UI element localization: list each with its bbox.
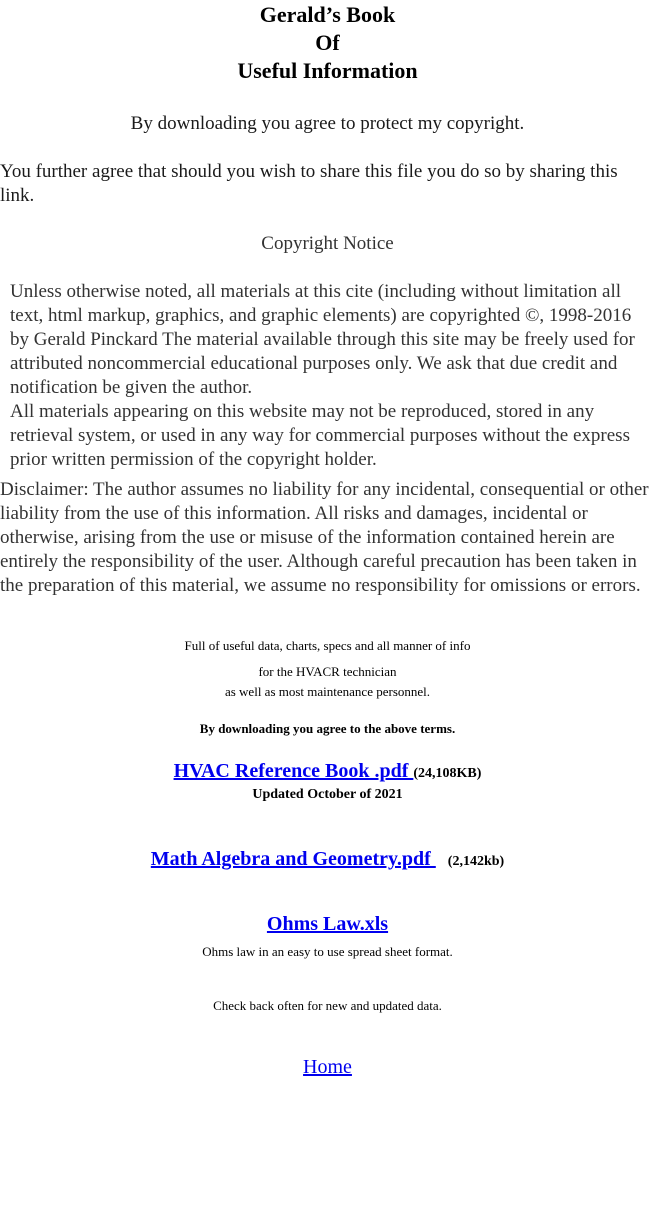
hvac-download-row: [0, 759, 655, 786]
promo-line-2: for the HVACR technician: [258, 664, 397, 679]
math-download-row: [0, 847, 655, 874]
home-link-row: [0, 1056, 655, 1079]
home-link[interactable]: Home: [303, 1056, 352, 1078]
page-header: [0, 0, 655, 84]
page-title-line3: Useful Information: [237, 58, 418, 83]
math-file-size: (2,142kb): [447, 854, 505, 869]
promo-line-1: Full of useful data, charts, specs and all manner of info: [184, 638, 471, 653]
check-back-text: Check back often for new and updated data.: [213, 998, 442, 1013]
disclaimer-text: Disclaimer: The author assumes no liability for any incidental, consequential or other liability from the use of this information. All risks and damages, incidental or otherwise, arising from the use or misuse of the information contained herein are entirely the responsibility of the user. Although careful precaution has been taken in the preparation of this material, we assume no responsibility for omissions or errors.: [0, 479, 649, 596]
copyright-agreement-text: By downloading you agree to protect my copyright.: [130, 113, 525, 134]
copyright-paragraph-2: All materials appearing on this website may not be reproduced, stored in any retrieval system, or used in any way for commercial purposes without the express prior written permission of the copyright holder.: [10, 401, 630, 470]
copyright-notice: [10, 280, 649, 472]
copyright-paragraph-1: Unless otherwise noted, all materials at this cite (including without limitation all text, html markup, graphics, and graphic elements) are copyrighted ©, 1998-2016 by Gerald Pinckard The material available through this site may be freely used for attributed noncommercial educational purposes only. We ask that due credit and notification be given the author.: [10, 281, 635, 398]
hvac-file-size: (24,108KB): [413, 766, 482, 781]
ohms-download-row: [0, 912, 655, 938]
math-algebra-geometry-link[interactable]: Math Algebra and Geometry.pdf: [150, 848, 436, 870]
hvac-reference-book-link[interactable]: HVAC Reference Book .pdf: [173, 760, 414, 782]
download-terms-text: By downloading you agree to the above terms.: [199, 721, 456, 736]
page-title-line2: Of: [315, 30, 340, 55]
hvac-updated-text: Updated October of 2021: [252, 787, 403, 802]
promo-line-3: as well as most maintenance personnel.: [224, 684, 431, 699]
share-agreement-text: You further agree that should you wish to share this file you do so by sharing this link.: [0, 161, 618, 206]
copyright-notice-heading: Copyright Notice: [261, 233, 394, 254]
page-title-line1: Gerald’s Book: [259, 2, 396, 27]
ohms-law-description: Ohms law in an easy to use spread sheet format.: [202, 944, 453, 959]
ohms-law-link[interactable]: Ohms Law.xls: [266, 913, 389, 935]
